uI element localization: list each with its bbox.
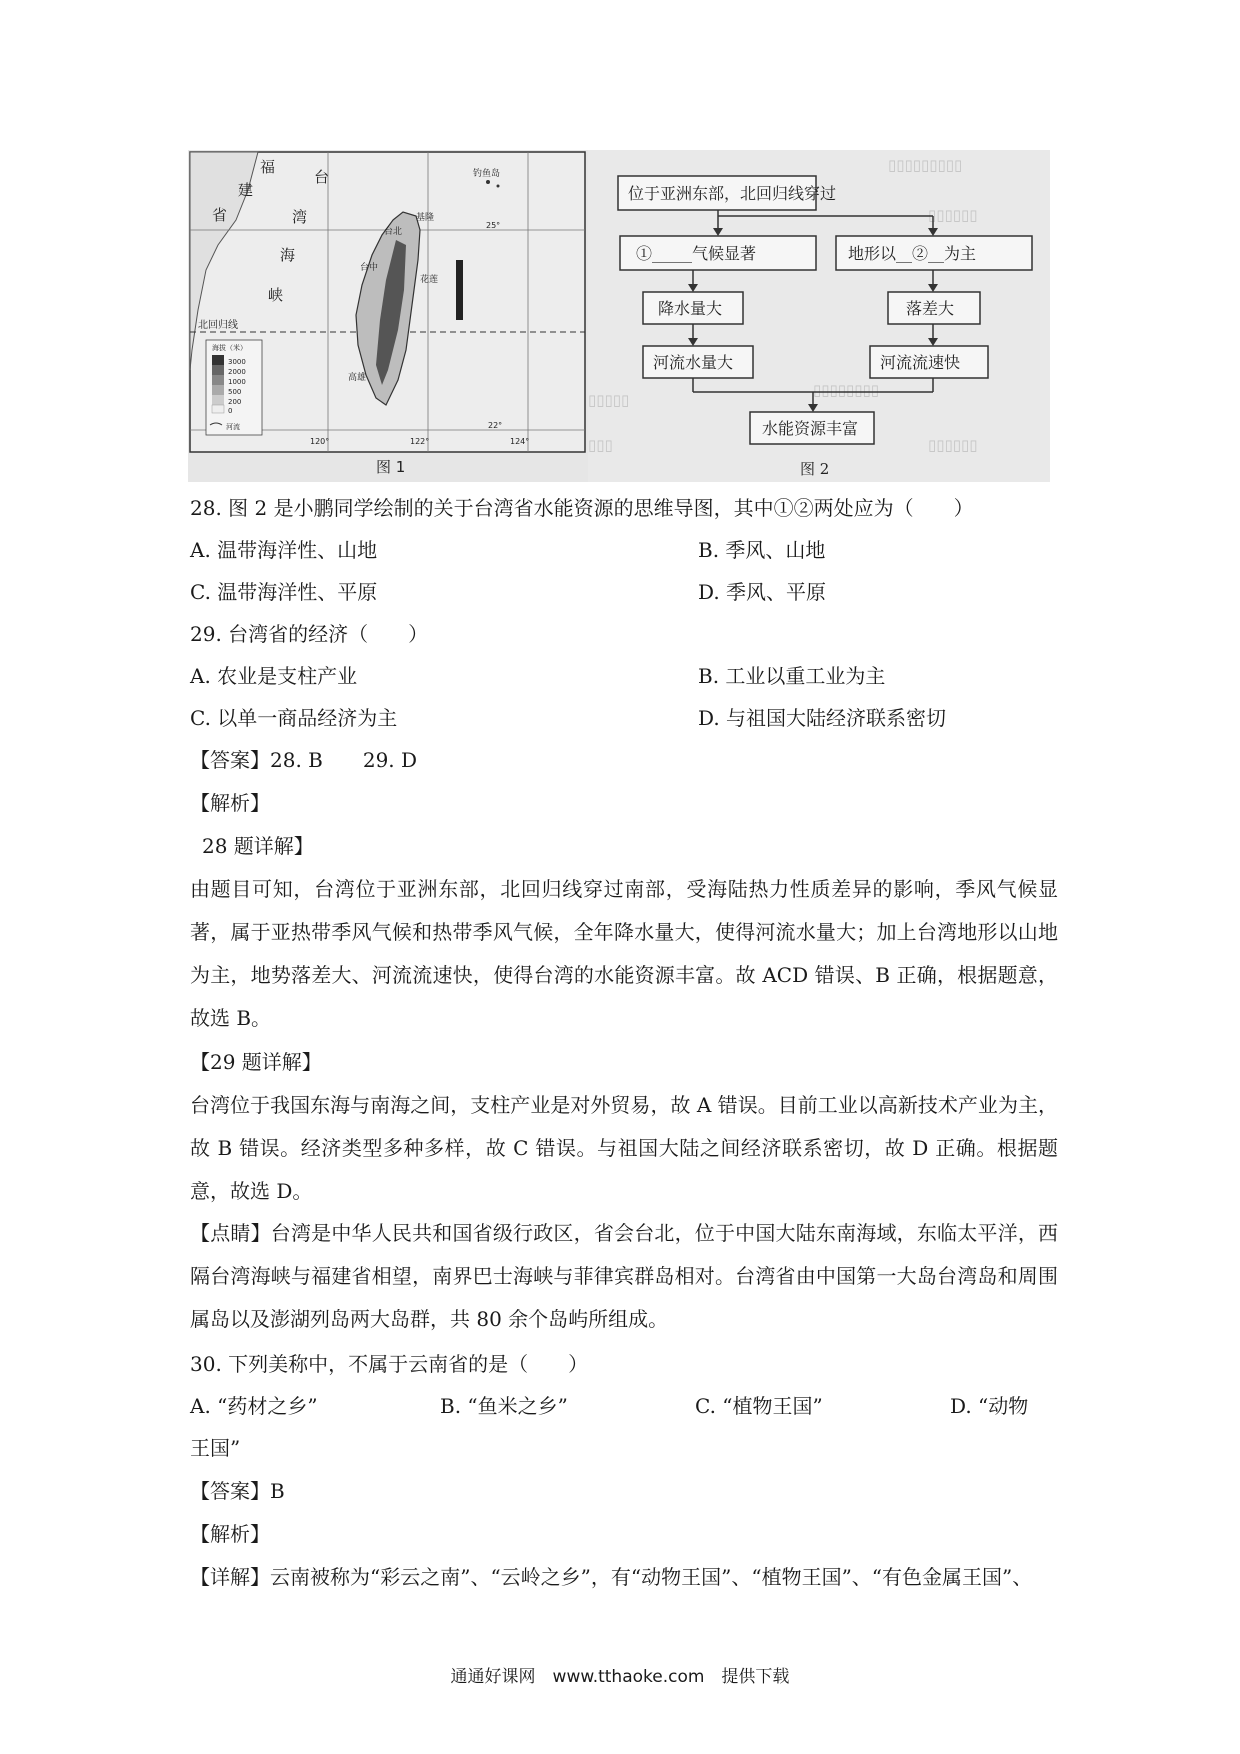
q28-option-b: B. 季风、山地 — [698, 538, 826, 562]
label-wan: 湾 — [292, 208, 308, 226]
q28-option-d: D. 季风、平原 — [698, 580, 827, 604]
q29-option-b: B. 工业以重工业为主 — [698, 664, 886, 688]
svg-text:▯▯▯: ▯▯▯ — [588, 436, 613, 454]
svg-text:▯▯▯▯▯▯: ▯▯▯▯▯▯ — [928, 436, 978, 454]
detail30-tag: 【详解】 — [190, 1565, 270, 1589]
answer-tag: 【答案】 — [190, 748, 270, 772]
legend-river: 河流 — [226, 423, 240, 431]
mm-left3: 河流水量大 — [653, 353, 734, 372]
label-lat22: 22° — [488, 421, 503, 430]
dianjing-text: 台湾是中华人民共和国省级行政区，省会台北，位于中国大陆东南海域，东临太平洋，西隔台湾海峡与福建省相望，南界巴士海峡与菲律宾群岛相对。台湾省由中国第一大岛台湾岛和周围属岛以及澎湖列岛两大岛群，共 80 余个岛屿所组成。 — [190, 1221, 1059, 1331]
detail29-title: 【29 题详解】 — [190, 1050, 322, 1074]
label-taichung: 台中 — [360, 263, 379, 273]
detail29-text: 台湾位于我国东海与南海之间，支柱产业是对外贸易，故 A 错误。目前工业以高新技术产业为主，故 B 错误。经济类型多种多样，故 C 错误。与祖国大陆之间经济联系密切，故 D 正确。根据题意，故选 D。 — [190, 1093, 1058, 1203]
legend-value: 0 — [228, 407, 233, 415]
mm-right1: 地形以__②__为主 — [848, 244, 977, 263]
q30-stem: 30. 下列美称中，不属于云南省的是（ ） — [190, 1352, 589, 1376]
label-taipei: 台北 — [384, 227, 403, 237]
mm-bottom: 水能资源丰富 — [762, 419, 859, 438]
q29-option-c: C. 以单一商品经济为主 — [190, 706, 398, 730]
legend-title: 海拔（米） — [212, 344, 247, 352]
dianjing-tag: 【点睛】 — [190, 1221, 271, 1245]
svg-text:▯▯▯▯▯▯▯▯▯: ▯▯▯▯▯▯▯▯▯ — [888, 156, 963, 174]
label-keelung: 基隆 — [416, 213, 435, 223]
svg-text:▯▯▯▯▯▯▯▯: ▯▯▯▯▯▯▯▯ — [813, 381, 880, 399]
label-xia: 峡 — [268, 286, 284, 304]
answer-text: 28. B 29. D — [270, 748, 418, 772]
analysis-heading-2: 【解析】 — [190, 1522, 270, 1546]
figure2-caption: 图 2 — [800, 460, 830, 478]
label-lon122: 122° — [410, 437, 430, 446]
figure1-caption: 图 1 — [376, 458, 406, 476]
q29-option-a: A. 农业是支柱产业 — [190, 664, 358, 688]
figures-svg — [188, 150, 1050, 482]
label-lat25: 25° — [486, 221, 501, 230]
answer-line-2 — [190, 1477, 285, 1505]
answer-line-1 — [190, 746, 417, 774]
q30-option-a: A. “药材之乡” — [190, 1394, 318, 1418]
detail30-text: 云南被称为“彩云之南”、“云岭之乡”，有“动物王国”、“植物王国”、“有色金属王国”、 — [270, 1565, 1033, 1589]
legend-value: 2000 — [228, 368, 246, 376]
answer-text: B — [270, 1479, 285, 1503]
legend-value: 3000 — [228, 358, 246, 366]
label-fu: 福 — [260, 158, 276, 176]
legend-value: 1000 — [228, 378, 246, 386]
label-lon124: 124° — [510, 437, 530, 446]
detail28-title: 28 题详解】 — [202, 834, 314, 858]
label-hai: 海 — [280, 246, 296, 264]
q30-option-c: C. “植物王国” — [695, 1394, 823, 1418]
mm-right2: 落差大 — [906, 299, 955, 318]
q28-option-a: A. 温带海洋性、山地 — [190, 538, 378, 562]
label-tai: 台 — [314, 168, 330, 186]
label-hualien: 花莲 — [420, 275, 439, 285]
legend-value: 200 — [228, 398, 242, 406]
q30-option-b: B. “鱼米之乡” — [440, 1394, 568, 1418]
dianjing-paragraph — [190, 1212, 1058, 1341]
detail30-line — [190, 1563, 1032, 1591]
q30-option-d: D. “动物 — [950, 1394, 1029, 1418]
label-lon120: 120° — [310, 437, 330, 446]
legend-value: 500 — [228, 388, 242, 396]
label-diaoyu: 钓鱼岛 — [473, 169, 501, 179]
svg-text:▯▯▯▯▯: ▯▯▯▯▯ — [588, 391, 630, 409]
label-tropic: 北回归线 — [198, 320, 238, 331]
label-kaohsiung: 高雄 — [348, 373, 367, 383]
svg-text:▯▯▯▯▯▯: ▯▯▯▯▯▯ — [928, 206, 978, 224]
q28-stem: 28. 图 2 是小鹏同学绘制的关于台湾省水能资源的思维导图，其中①②两处应为（ ） — [190, 496, 974, 520]
q28-option-c: C. 温带海洋性、平原 — [190, 580, 378, 604]
detail28-text: 由题目可知，台湾位于亚洲东部，北回归线穿过南部，受海陆热力性质差异的影响，季风气候显著，属于亚热带季风气候和热带季风气候，全年降水量大，使得河流水量大；加上台湾地形以山地为主，地势落差大、河流流速快，使得台湾的水能资源丰富。故 ACD 错误、B 正确，根据题意，故选 B。 — [190, 877, 1058, 1030]
q29-option-d: D. 与祖国大陆经济联系密切 — [698, 706, 947, 730]
label-sheng: 省 — [212, 206, 228, 224]
mm-top: 位于亚洲东部，北回归线穿过 — [628, 184, 837, 203]
q29-stem: 29. 台湾省的经济（ ） — [190, 622, 429, 646]
label-jian: 建 — [238, 181, 254, 199]
q30-option-d-cont: 王国” — [190, 1436, 241, 1460]
mm-right3: 河流流速快 — [880, 353, 961, 372]
mm-left1: ①_____气候显著 — [636, 244, 757, 263]
map-figure — [190, 152, 585, 476]
mindmap-figure — [588, 150, 1050, 482]
figure-area — [188, 150, 1050, 482]
mm-left2: 降水量大 — [658, 299, 723, 318]
analysis-heading-1: 【解析】 — [190, 791, 270, 815]
answer-tag: 【答案】 — [190, 1479, 270, 1503]
page-footer: 通通好课网 www.tthaoke.com 提供下载 — [450, 1667, 790, 1687]
